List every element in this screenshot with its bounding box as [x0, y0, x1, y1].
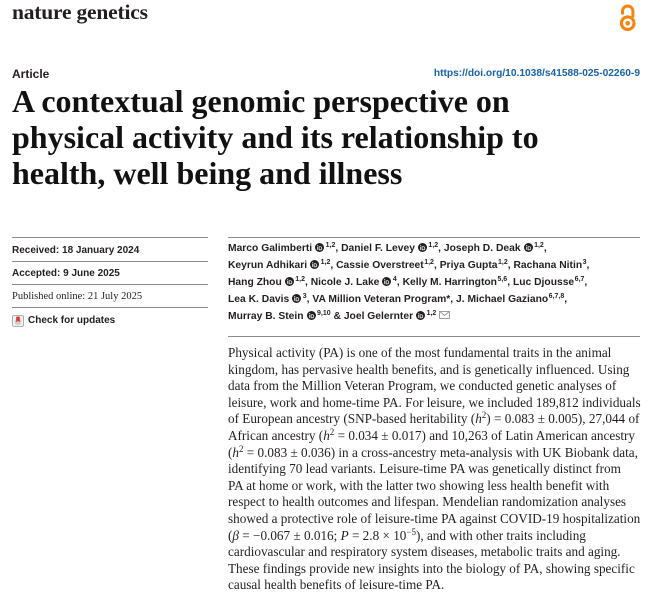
abstract-line	[228, 428, 641, 445]
divider	[228, 237, 640, 238]
orcid-icon[interactable]	[418, 243, 427, 252]
author-name: Kelly M. Harrington	[402, 277, 497, 288]
abstract-line	[228, 478, 641, 495]
abstract-text: kingdom, has pervasive health benefits, and is genetically influenced. Using	[228, 361, 630, 377]
italic-symbol: h	[323, 427, 330, 443]
journal-logo: nature genetics	[12, 0, 148, 24]
orcid-icon[interactable]	[382, 277, 391, 286]
orcid-icon[interactable]	[310, 260, 319, 269]
check-for-updates-icon	[12, 315, 24, 327]
italic-symbol: P	[340, 527, 349, 543]
author-separator: ,	[543, 243, 547, 254]
affiliation-superscript: 6,7	[574, 276, 585, 284]
abstract-line	[228, 511, 641, 528]
article-title	[12, 83, 539, 191]
author-name: J. Michael Gaziano	[456, 294, 549, 305]
abstract-text: = 0.034 ± 0.017) and 10,263 of Latin American ancestry	[334, 427, 635, 443]
abstract-text: identifying 70 lead variants. Leisure-time PA was genetically distinct from	[228, 461, 621, 477]
author-separator: ,	[586, 260, 590, 271]
abstract-line	[228, 411, 641, 428]
abstract-text: ) = 0.083 ± 0.005), 27,044 of	[486, 411, 640, 427]
superscript: −5	[406, 526, 416, 537]
abstract-text: ), and with other traits including	[415, 527, 586, 543]
received-date: Received: 18 January 2024	[12, 245, 140, 256]
author-line	[228, 291, 648, 308]
author-entry	[311, 277, 403, 288]
author-separator: ,	[306, 294, 313, 305]
abstract-line	[228, 445, 641, 462]
author-entry	[456, 294, 567, 305]
author-entry	[344, 311, 450, 322]
author-entry	[440, 260, 514, 271]
divider	[12, 284, 208, 285]
abstract-line	[228, 378, 641, 395]
author-line	[228, 257, 648, 274]
affiliation-superscript: 1,2	[325, 242, 336, 250]
abstract-text: data from the Million Veteran Program, we conducted genetic analyses of	[228, 378, 617, 394]
check-for-updates-label: Check for updates	[28, 315, 116, 326]
author-separator: &	[330, 311, 344, 322]
author-entry	[228, 311, 344, 322]
author-entry	[336, 260, 440, 271]
divider	[228, 336, 640, 337]
author-name: Joseph D. Deak	[443, 243, 521, 254]
author-entry	[312, 294, 456, 305]
affiliation-superscript: 1,2	[428, 242, 439, 250]
italic-symbol: h	[475, 411, 482, 427]
author-name: Keyrun Adhikari	[228, 260, 308, 271]
abstract-line	[228, 494, 641, 511]
affiliation-superscript: 3	[582, 259, 587, 267]
abstract-text: PA at home or work, with the latter two showing less health benefit with	[228, 477, 610, 493]
title-line: A contextual genomic perspective on	[12, 83, 510, 119]
divider	[12, 261, 208, 262]
author-line	[228, 308, 648, 325]
divider	[12, 307, 208, 308]
author-name: Nicole J. Lake	[310, 277, 380, 288]
author-name: Cassie Overstreet	[336, 260, 424, 271]
abstract-line	[228, 528, 641, 545]
author-name: VA Million Veteran Program*	[312, 294, 451, 305]
accepted-date: Accepted: 9 June 2025	[12, 268, 120, 279]
author-name: Priya Gupta	[439, 260, 498, 271]
affiliation-superscript: 9,10	[317, 310, 331, 318]
author-separator: ,	[507, 260, 514, 271]
author-entry	[228, 294, 312, 305]
abstract-text: cardiovascular and respiratory system diseases, metabolic traits and aging.	[228, 544, 621, 560]
author-separator: ,	[335, 243, 342, 254]
superscript: 2	[239, 443, 244, 454]
orcid-icon[interactable]	[285, 277, 294, 286]
author-separator: ,	[564, 294, 568, 305]
orcid-icon[interactable]	[315, 243, 324, 252]
affiliation-superscript: 6,7,8	[548, 293, 565, 301]
author-name: Rachana Nitin	[513, 260, 583, 271]
abstract-text: showed a protective role of leisure-time PA against COVID-19 hospitalization	[228, 510, 641, 526]
abstract-line	[228, 362, 641, 379]
doi-link[interactable]: https://doi.org/10.1038/s41588-025-02260-9	[433, 68, 640, 79]
abstract-text: = 2.8 × 10	[348, 527, 407, 543]
affiliation-superscript: 5,6	[497, 276, 508, 284]
author-line	[228, 274, 648, 291]
divider	[12, 237, 208, 238]
author-entry	[228, 260, 336, 271]
author-name: Lea K. Davis	[228, 294, 290, 305]
published-date: Published online: 21 July 2025	[12, 291, 143, 302]
author-name: Joel Gelernter	[343, 311, 414, 322]
author-entry	[403, 277, 513, 288]
author-separator: ,	[584, 277, 588, 288]
italic-symbol: h	[232, 444, 239, 460]
abstract-text: = −0.067 ± 0.016;	[238, 527, 341, 543]
author-list	[228, 240, 648, 325]
affiliation-superscript: 1,2	[424, 259, 434, 267]
abstract-text: These findings provide new insights into the biology of PA, showing specific	[228, 560, 635, 576]
open-access-icon	[617, 3, 637, 31]
author-entry	[444, 243, 547, 254]
author-line	[228, 240, 648, 257]
affiliation-superscript: 1,2	[497, 259, 508, 267]
abstract-line	[228, 544, 641, 561]
abstract-text: causal health benefits of leisure-time PA.	[228, 577, 445, 593]
abstract-text: respect to health outcomes and lifespan. Mendelian randomization analyses	[228, 494, 627, 510]
author-separator: ,	[450, 294, 457, 305]
abstract-text: African ancestry (	[228, 427, 324, 443]
author-name: Daniel F. Levey	[341, 243, 415, 254]
superscript: 2	[481, 410, 487, 421]
title-line: physical activity and its relationship to	[12, 119, 539, 155]
abstract-text: = 0.083 ± 0.036) in a cross-ancestry meta-analysis with UK Biobank data,	[243, 444, 638, 460]
affiliation-superscript: 1,2	[534, 242, 544, 250]
author-name: Murray B. Stein	[228, 311, 304, 322]
abstract-line	[228, 345, 641, 362]
article-type-label: Article	[12, 67, 50, 81]
author-separator: ,	[438, 243, 444, 254]
superscript: 2	[329, 426, 335, 437]
envelope-icon[interactable]	[439, 311, 450, 319]
abstract-text: of European ancestry (SNP-based heritability (	[228, 411, 476, 427]
author-name: Luc Djousse	[512, 277, 575, 288]
affiliation-superscript: 3	[302, 293, 307, 301]
abstract-text: (	[228, 444, 233, 460]
affiliation-superscript: 4	[392, 276, 397, 284]
orcid-icon[interactable]	[307, 311, 316, 320]
affiliation-superscript: 1,2	[426, 310, 437, 318]
affiliation-superscript: 1,2	[295, 276, 305, 284]
author-name: Hang Zhou	[228, 277, 282, 288]
orcid-icon[interactable]	[292, 294, 301, 303]
title-line: health, well being and illness	[12, 155, 403, 191]
abstract-line	[228, 395, 641, 412]
orcid-icon[interactable]	[416, 311, 425, 320]
author-entry	[228, 277, 311, 288]
abstract-line	[228, 561, 641, 578]
abstract	[228, 345, 641, 594]
author-entry	[341, 243, 444, 254]
affiliation-superscript: 1,2	[320, 259, 331, 267]
abstract-text: leisure, work and home-time PA. For leisure, we included 189,812 individuals	[228, 394, 641, 410]
author-entry	[513, 260, 589, 271]
author-separator: ,	[305, 277, 311, 288]
abstract-text: (	[228, 527, 233, 543]
author-separator: ,	[330, 260, 337, 271]
author-separator: ,	[396, 277, 403, 288]
author-separator: ,	[507, 277, 513, 288]
abstract-text: Physical activity (PA) is one of the most fundamental traits in the animal	[228, 345, 612, 360]
author-separator: ,	[433, 260, 440, 271]
author-name: Marco Galimberti	[228, 243, 313, 254]
author-entry	[513, 277, 587, 288]
author-entry	[228, 243, 341, 254]
orcid-icon[interactable]	[524, 243, 533, 252]
abstract-line	[228, 577, 641, 594]
italic-symbol: β	[232, 527, 239, 543]
check-for-updates-link[interactable]	[12, 314, 115, 327]
abstract-line	[228, 461, 641, 478]
